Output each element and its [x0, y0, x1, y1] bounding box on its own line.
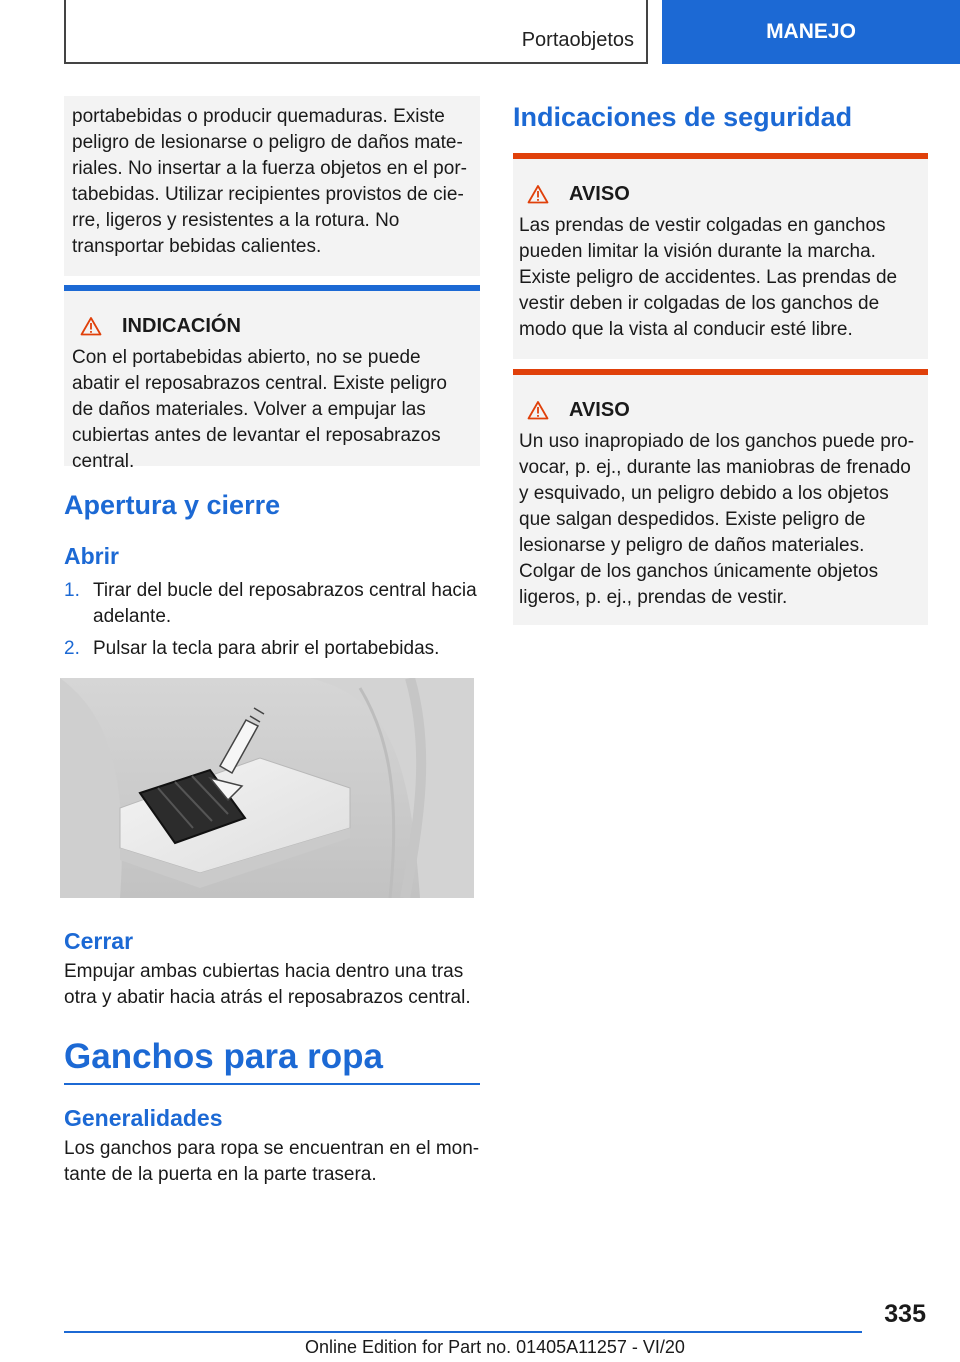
- warning-title-row: [519, 181, 920, 207]
- warning-triangle-icon: [527, 184, 549, 204]
- subsection-title-open: Abrir: [64, 543, 119, 569]
- continued-warning-text: portabebidas o producir quemaduras. Existe peligro de lesionarse o peligro de daños materiales. No insertar a la fuerza objetos en el portabebidas. Utilizar recipientes provistos de cierre, ligeros y resistentes a la rotura. No transportar bebidas calientes.: [72, 106, 467, 257]
- step-number: 2.: [64, 638, 80, 659]
- chapter-rule: [64, 1083, 480, 1085]
- warning-text: Un uso inapropiado de los ganchos puede provocar, p. ej., durante las maniobras de frenado y esquivado, un peligro debido a los objetos que salgan despedidos. Existe peligro de lesionarse y peligro de daños materiales. Colgar de los ganchos únicamente objetos ligeros, p. ej., prendas de vestir.: [519, 431, 915, 608]
- notice-title-row: [72, 313, 472, 339]
- close-text: Empujar ambas cubiertas hacia dentro una tras otra y abatir hacia atrás el reposabrazos central.: [64, 961, 471, 1008]
- header-chapter-tab[interactable]: MANEJO: [662, 0, 960, 64]
- general-text: Los ganchos para ropa se encuentran en el montante de la puerta en la parte trasera.: [64, 1138, 480, 1185]
- notice-title: INDICACIÓN: [122, 315, 241, 337]
- warning-title: AVISO: [569, 183, 630, 205]
- warning-text: Las prendas de vestir colgadas en ganchos pueden limitar la visión durante la marcha. Existe peligro de accidentes. Las prendas de vestir deben ir colgadas de los ganchos de modo que la vista al conducir esté libre.: [519, 215, 898, 340]
- header-section-title: Portaobjetos: [521, 29, 634, 51]
- warning-box: [513, 369, 928, 625]
- open-steps-list: [64, 578, 480, 662]
- notice-text: Con el portabebidas abierto, no se puede abatir el reposabrazos central. Existe peligro de daños materiales. Volver a empujar las cubiertas antes de levantar el reposabrazos central.: [72, 347, 447, 472]
- warning-title: AVISO: [569, 399, 630, 421]
- subsection-title-close: Cerrar: [64, 928, 134, 954]
- warning-triangle-icon: [527, 400, 549, 420]
- step-number: 1.: [64, 580, 80, 601]
- warning-box: [513, 153, 928, 359]
- list-item: [64, 636, 480, 662]
- warning-triangle-icon: [80, 316, 102, 336]
- warning-title-row: [519, 397, 920, 423]
- section-title-safety: Indicaciones de seguridad: [513, 102, 853, 132]
- footer-edition: Online Edition for Part no. 01405A11257 - VI/20: [305, 1337, 685, 1357]
- section-title-opening: Apertura y cierre: [64, 490, 281, 520]
- footer-rule: [64, 1331, 862, 1333]
- list-item: [64, 578, 480, 630]
- armrest-cupholder-photo: [60, 678, 474, 898]
- chapter-title-hooks: Ganchos para ropa: [64, 1037, 383, 1076]
- right-column: [513, 96, 928, 625]
- page-number: 335: [884, 1300, 926, 1328]
- subsection-title-general: Generalidades: [64, 1105, 223, 1131]
- step-text: Tirar del bucle del reposabrazos central hacia adelante.: [93, 580, 477, 627]
- continued-warning-box: [64, 96, 480, 276]
- header-section-box: [64, 0, 648, 64]
- left-column: [64, 96, 480, 1188]
- step-text: Pulsar la tecla para abrir el portabebidas.: [93, 638, 440, 659]
- notice-box: [64, 285, 480, 472]
